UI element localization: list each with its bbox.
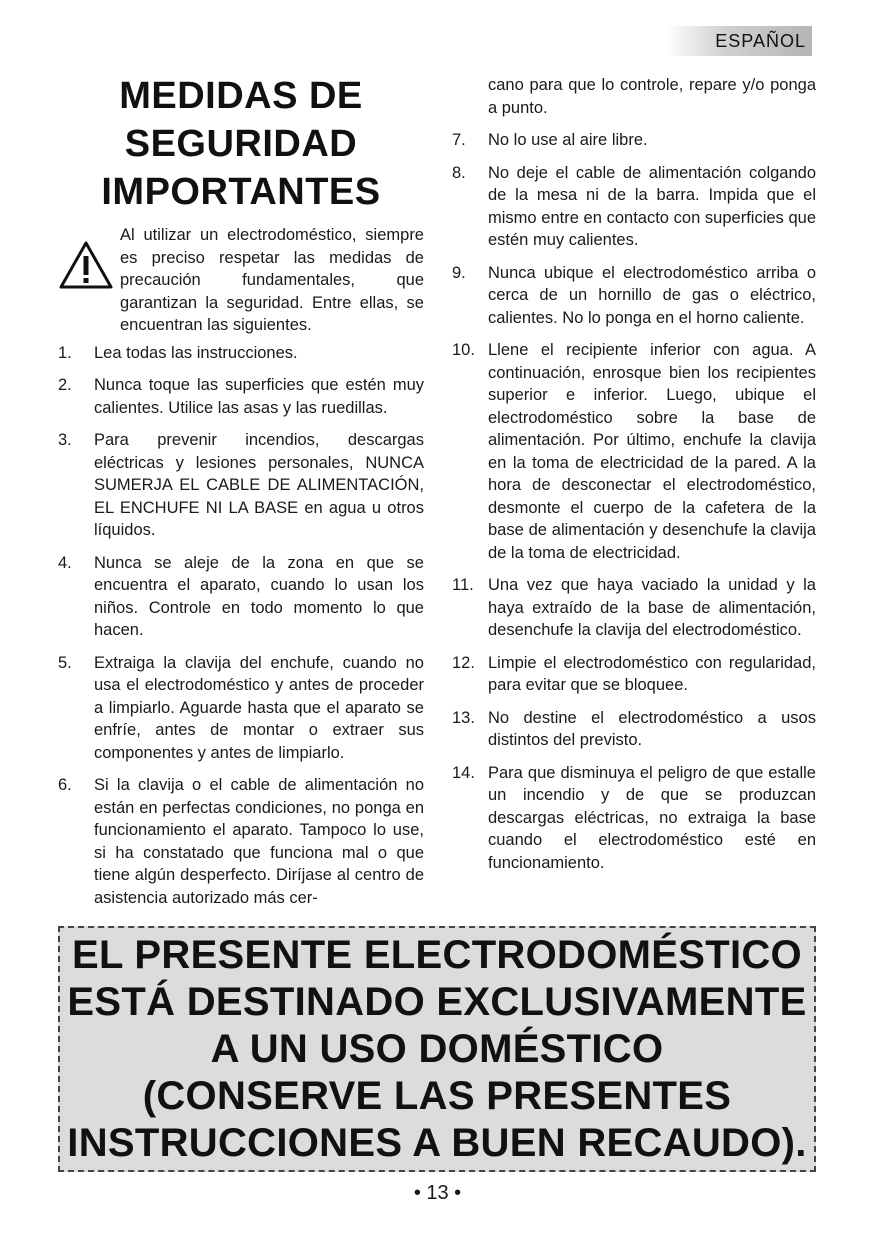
item-text: Nunca toque las superficies que estén muy calientes. Utilice las asas y las ruedillas.	[94, 376, 424, 417]
item-text: Nunca ubique el electrodoméstico arriba o cerca de un hornillo de gas o eléctrico, calientes. No lo ponga en el horno caliente.	[488, 263, 816, 327]
left-column	[58, 72, 424, 919]
item-text: Para prevenir incendios, descargas eléctricas y lesiones personales, NUNCA SUMERJA EL CABLE DE ALIMENTACIÓN, EL ENCHUFE NI LA BASE en agua u otros líquidos.	[94, 431, 424, 539]
list-item	[452, 129, 816, 152]
list-item	[452, 707, 816, 752]
item-text: Una vez que haya vaciado la unidad y la haya extraído de la base de alimentación, desenchufe la clavija del electrodoméstico.	[488, 576, 816, 639]
warning-triangle-icon	[58, 240, 114, 290]
notice-line: A UN USO DOMÉSTICO	[210, 1026, 664, 1071]
item-text: Nunca se aleje de la zona en que se encuentra el aparato, cuando lo usan los niños. Controle en todo momento lo que hacen.	[94, 553, 424, 639]
item-number: 3.	[58, 431, 72, 449]
item-number: 2.	[58, 376, 72, 394]
item-text: Para que disminuya el peligro de que estalle un incendio y de que se produzcan descargas eléctricas, no extraiga la base cuando el electrodoméstico esté en funcionamiento.	[488, 763, 816, 872]
list-item	[452, 652, 816, 697]
item-number: 12.	[452, 653, 475, 672]
item-number: 8.	[452, 163, 466, 182]
item-text: Extraiga la clavija del enchufe, cuando no usa el electrodoméstico y antes de proceder a limpiarlo. Aguarde hasta que el aparato se enfríe, antes de montar o extraer sus componentes y antes de limpiarlo.	[94, 653, 424, 762]
item-text: No destine el electrodoméstico a usos distintos del previsto.	[488, 708, 816, 749]
notice-text	[67, 932, 806, 1167]
item-number: 11.	[452, 576, 474, 594]
list-item	[452, 762, 816, 875]
notice-line: INSTRUCCIONES A BUEN RECAUDO).	[67, 1120, 807, 1165]
item-number: 13.	[452, 708, 475, 727]
list-item-continuation	[452, 74, 816, 119]
list-item	[58, 774, 424, 909]
item-number: 4.	[58, 553, 72, 572]
list-item	[58, 342, 424, 365]
notice-line: ESTÁ DESTINADO EXCLUSIVAMENTE	[67, 979, 807, 1024]
list-item	[58, 429, 424, 542]
list-item	[452, 574, 816, 642]
list-item	[58, 652, 424, 765]
item-text: Llene el recipiente inferior con agua. A continuación, enrosque bien los recipientes superior e inferior. Luego, ubique el electrodoméstico sobre la base de alimentación. Por último, enchufe la clavija en la toma de electricidad de la pared. A la hora de desconectar el electrodoméstico, desmonte el cuerpo de la cafetera de la base de alimentación y desenchufe la clavija de la toma de electricidad.	[488, 341, 816, 562]
item-text: No deje el cable de alimentación colgando de la mesa ni de la barra. Impida que el mismo entre en contacto con superficies que estén muy calientes.	[488, 163, 816, 249]
item-text: Si la clavija o el cable de alimentación no están en perfectas condiciones, no ponga en funcionamiento el aparato. Tampoco lo use, si ha constatado que funciona mal o que tiene algún desperfecto. Diríjase al centro de asistencia autorizado más cer-	[94, 776, 424, 907]
notice-line: EL PRESENTE ELECTRODOMÉSTICO	[72, 932, 802, 977]
language-label: ESPAÑOL	[715, 30, 806, 51]
language-tab	[666, 26, 812, 56]
item-number: 1.	[58, 343, 72, 362]
item-number: 9.	[452, 263, 466, 282]
item-number: 7.	[452, 131, 466, 149]
list-item	[452, 339, 816, 564]
domestic-use-notice	[58, 926, 816, 1172]
title-line: MEDIDAS DE	[119, 75, 363, 117]
intro-block	[58, 224, 424, 337]
item-number: 10.	[452, 341, 475, 359]
item-text: Limpie el electrodoméstico con regularidad, para evitar que se bloquee.	[488, 653, 816, 694]
list-item	[58, 552, 424, 642]
page-title	[58, 72, 424, 216]
page-number: • 13 •	[413, 1182, 462, 1204]
list-item	[58, 374, 424, 419]
title-line: SEGURIDAD	[124, 123, 358, 165]
list-item	[452, 262, 816, 330]
item-text: No lo use al aire libre.	[488, 131, 648, 149]
item-text: Lea todas las instrucciones.	[94, 343, 298, 362]
item-number: 14.	[452, 763, 475, 782]
item-number: 5.	[58, 653, 72, 672]
item-text: cano para que lo controle, repare y/o ponga a punto.	[488, 76, 816, 117]
right-column	[452, 74, 816, 884]
list-item	[452, 162, 816, 252]
notice-line: (CONSERVE LAS PRESENTES	[142, 1073, 732, 1118]
title-line: IMPORTANTES	[101, 171, 381, 213]
intro-text: Al utilizar un electrodoméstico, siempre es preciso respetar las medidas de precaución fundamentales, que garantizan la seguridad. Entre ellas, se encuentran las siguientes.	[120, 226, 424, 334]
item-number: 6.	[58, 776, 72, 794]
